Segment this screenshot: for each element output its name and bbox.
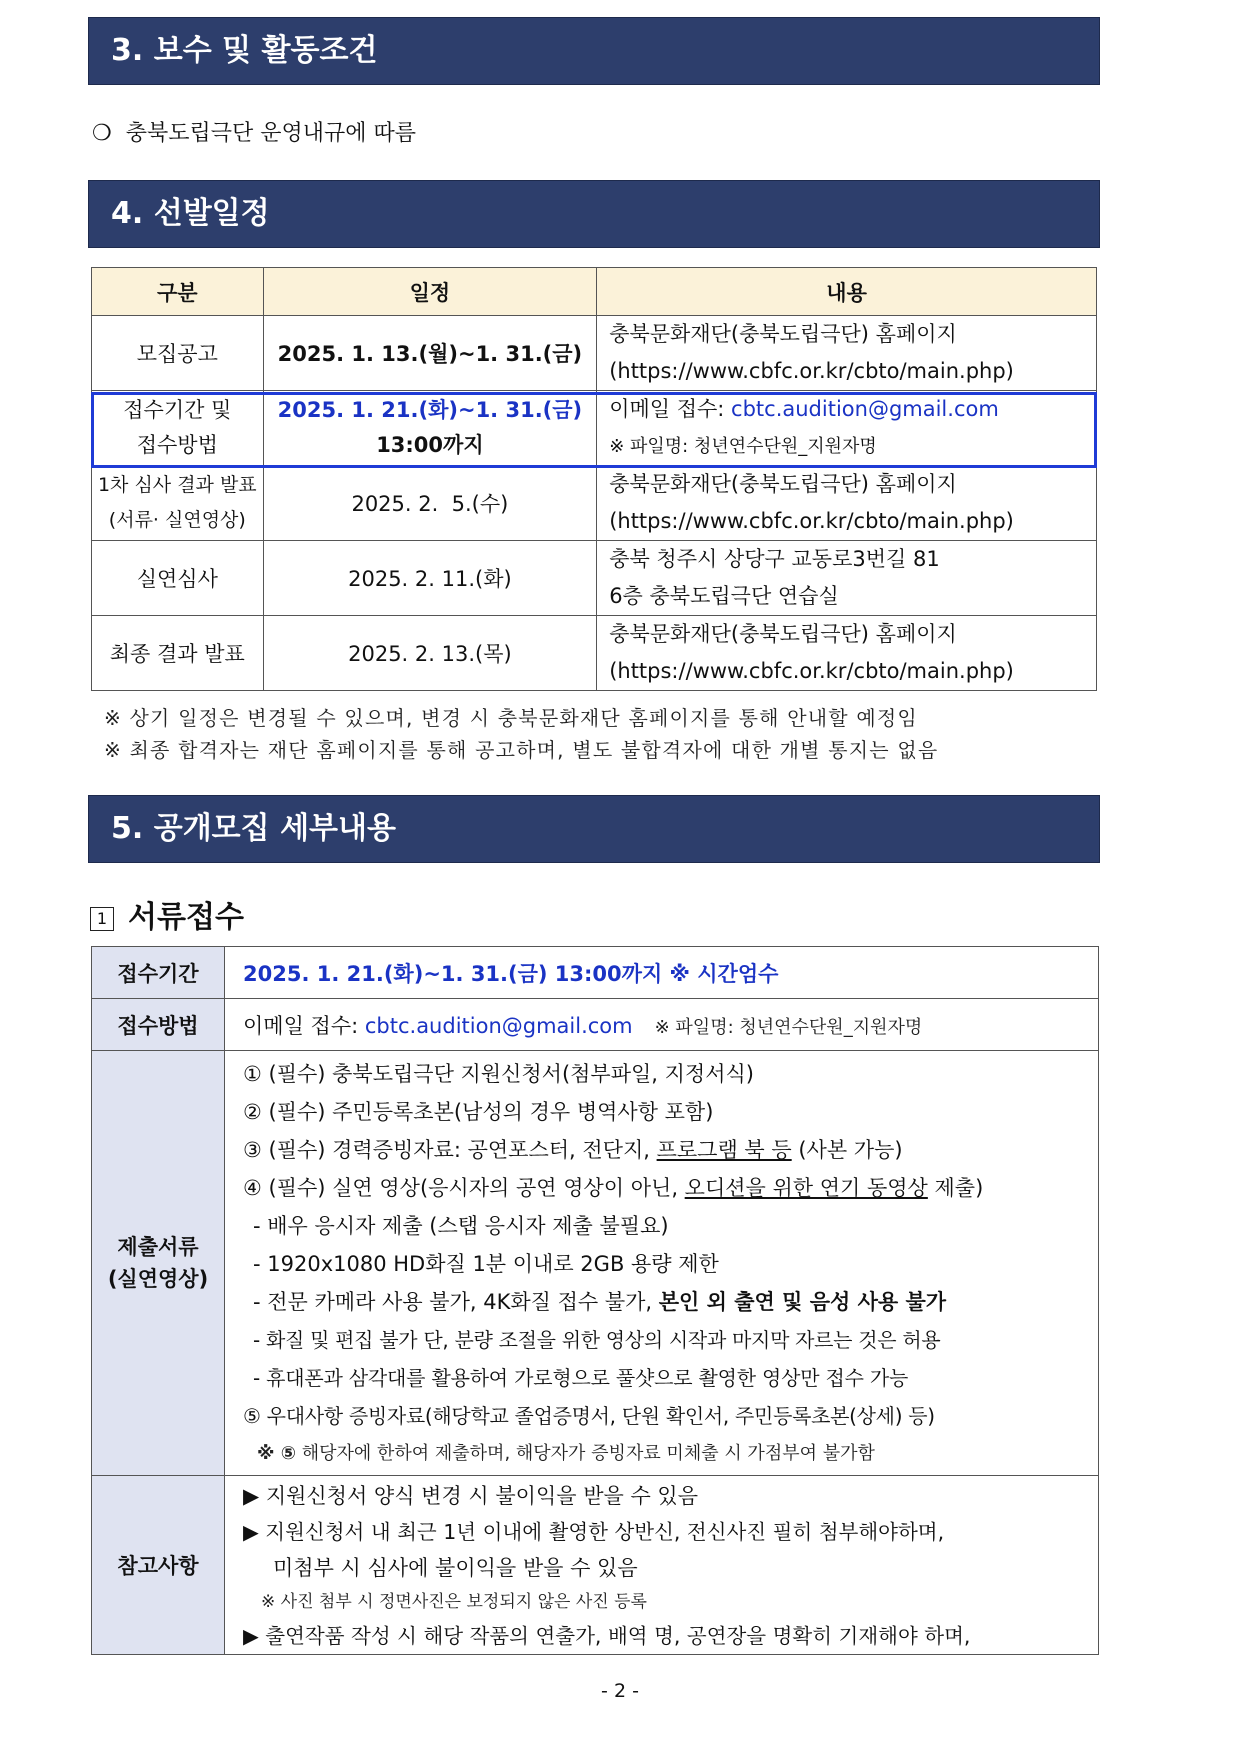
list-item	[243, 1131, 1097, 1169]
subsection-title-text: 서류접수	[128, 900, 244, 935]
list-item-bold: ※ ⑤	[257, 1443, 297, 1464]
row-date-line: 2025. 1. 21.(화)~1. 31.(금)	[277, 398, 583, 422]
section-3-body: 충북도립극단 운영내규에 따름	[125, 121, 416, 146]
list-item: 미첨부 시 심사에 불이익을 받을 수 있음	[273, 1556, 638, 1580]
list-item: ※ 사진 첨부 시 정면사진은 보정되지 않은 사진 등록	[261, 1592, 647, 1612]
list-item-text: ④ (필수) 실연 영상(응시자의 공연 영상이 아닌,	[243, 1176, 685, 1200]
list-item	[243, 1169, 1097, 1207]
number-box-icon: 1	[90, 907, 114, 931]
row-category-line: 접수방법	[136, 433, 218, 457]
circle-bullet-icon: ❍	[92, 121, 112, 146]
docs-label	[92, 1051, 225, 1476]
row-category	[92, 466, 264, 541]
list-item-text: 해당자에 한하여 제출하며, 해당자가 증빙자료 미체출 시 가점부여 불가함	[296, 1443, 875, 1464]
filename-note: ※ 파일명: 청년연수단원_지원자명	[654, 1016, 923, 1038]
detail-row-method	[92, 999, 1099, 1051]
list-item: ▶ 출연작품 작성 시 해당 작품의 연출가, 배역 명, 공연장을 명확히 기재해야 하며,	[243, 1624, 971, 1648]
list-item-bold: 본인 외 출연 및 음성 사용 불가	[658, 1290, 947, 1314]
row-category-line: 접수기간 및	[123, 398, 232, 422]
col-header-content: 내용	[597, 268, 1097, 316]
row-date-time: 13:00까지	[376, 433, 484, 457]
section-3-header: 3. 보수 및 활동조건	[88, 17, 1100, 85]
schedule-header-row	[92, 268, 1097, 316]
docs-label-line: 제출서류	[117, 1235, 199, 1259]
list-item-text: ③ (필수) 경력증빙자료: 공연포스터, 전단지,	[243, 1138, 657, 1162]
list-item-text: 제출)	[927, 1176, 984, 1200]
refs-list	[225, 1476, 1099, 1655]
list-item: ② (필수) 주민등록초본(남성의 경우 병역사항 포함)	[243, 1100, 714, 1124]
detail-row-docs	[92, 1051, 1099, 1476]
row-date: 2025. 2. 13.(목)	[263, 616, 597, 691]
period-value: 2025. 1. 21.(화)~1. 31.(금) 13:00까지 ※ 시간엄수	[225, 947, 1099, 999]
row-content-line: 충북문화재단(충북도립극단) 홈페이지	[609, 322, 957, 346]
col-header-date: 일정	[263, 268, 597, 316]
section-3-text	[92, 116, 416, 147]
row-category: 최종 결과 발표	[92, 616, 264, 691]
email-address[interactable]: cbtc.audition@gmail.com	[731, 397, 999, 421]
list-item: - 화질 및 편집 불가 단, 분량 조절을 위한 영상의 시작과 마지막 자르는 것은 허용	[253, 1328, 941, 1352]
row-content	[597, 541, 1097, 616]
list-item: - 1920x1080 HD화질 1분 이내로 2GB 용량 제한	[253, 1252, 719, 1276]
list-item-underlined: 오디션을 위한 연기 동영상	[684, 1176, 928, 1200]
row-content-line: 충북문화재단(충북도립극단) 홈페이지	[609, 472, 957, 496]
schedule-note: ※ 상기 일정은 변경될 수 있으며, 변경 시 충북문화재단 홈페이지를 통해 안내할 예정임	[104, 706, 918, 730]
docs-list	[225, 1051, 1099, 1476]
detail-row-refs	[92, 1476, 1099, 1655]
method-label: 접수방법	[92, 999, 225, 1051]
detail-table	[91, 946, 1099, 1655]
row-date: 2025. 1. 13.(월)~1. 31.(금)	[263, 316, 597, 391]
filename-note: ※ 파일명: 청년연수단원_지원자명	[609, 436, 877, 457]
subsection-title	[90, 892, 244, 936]
row-content-line: 충북문화재단(충북도립극단) 홈페이지	[609, 622, 957, 646]
row-category	[92, 391, 264, 466]
method-text: 이메일 접수:	[243, 1013, 365, 1038]
row-date	[263, 391, 597, 466]
col-header-category: 구분	[92, 268, 264, 316]
refs-label: 참고사항	[92, 1476, 225, 1655]
row-date: 2025. 2. 5.(수)	[263, 466, 597, 541]
row-date: 2025. 2. 11.(화)	[263, 541, 597, 616]
row-category-line: (서류· 실연영상)	[108, 509, 246, 531]
email-label: 이메일 접수:	[609, 397, 732, 421]
schedule-table	[91, 267, 1097, 691]
row-content	[597, 616, 1097, 691]
detail-row-period	[92, 947, 1099, 999]
page-number: - 2 -	[601, 1680, 639, 1702]
section-4-header: 4. 선발일정	[88, 180, 1100, 248]
section-5-header: 5. 공개모집 세부내용	[88, 795, 1100, 863]
row-content-line: 충북 청주시 상당구 교동로3번길 81	[609, 547, 940, 571]
table-row	[92, 541, 1097, 616]
table-row-highlighted	[92, 391, 1097, 466]
list-item	[243, 1435, 1097, 1473]
list-item	[243, 1283, 1097, 1321]
docs-label-line: (실연영상)	[107, 1267, 209, 1291]
schedule-note: ※ 최종 합격자는 재단 홈페이지를 통해 공고하며, 별도 불합격자에 대한 개별 통지는 없음	[104, 738, 939, 762]
row-content-email	[609, 391, 1096, 428]
row-content-url: (https://www.cbfc.or.kr/cbto/main.php)	[609, 509, 1014, 533]
row-category: 모집공고	[92, 316, 264, 391]
list-item: - 배우 응시자 제출 (스탭 응시자 제출 불필요)	[253, 1214, 669, 1238]
email-address[interactable]: cbtc.audition@gmail.com	[364, 1013, 633, 1038]
list-item-underlined: 프로그램 북 등	[656, 1138, 792, 1162]
list-item-text: - 전문 카메라 사용 불가, 4K화질 접수 불가,	[253, 1290, 659, 1314]
table-row	[92, 466, 1097, 541]
list-item: ⑤ 우대사항 증빙자료(해당학교 졸업증명서, 단원 확인서, 주민등록초본(상세) 등)	[243, 1404, 935, 1428]
method-value	[225, 999, 1099, 1051]
period-label: 접수기간	[92, 947, 225, 999]
row-content-url: (https://www.cbfc.or.kr/cbto/main.php)	[609, 659, 1014, 683]
row-content	[597, 466, 1097, 541]
list-item: ▶ 지원신청서 내 최근 1년 이내에 촬영한 상반신, 전신사진 필히 첨부해야하며,	[243, 1520, 945, 1544]
row-category-line: 1차 심사 결과 발표	[97, 474, 257, 496]
list-item: ① (필수) 충북도립극단 지원신청서(첨부파일, 지정서식)	[243, 1062, 754, 1086]
row-content-line: 6층 충북도립극단 연습실	[609, 584, 839, 608]
list-item-text: (사본 가능)	[791, 1138, 903, 1162]
row-content-url: (https://www.cbfc.or.kr/cbto/main.php)	[609, 359, 1014, 383]
list-item: - 휴대폰과 삼각대를 활용하여 가로형으로 풀샷으로 촬영한 영상만 접수 가능	[253, 1366, 909, 1390]
table-row	[92, 316, 1097, 391]
row-content	[597, 316, 1097, 391]
row-content	[597, 391, 1097, 466]
list-item: ▶ 지원신청서 양식 변경 시 불이익을 받을 수 있음	[243, 1484, 698, 1508]
table-row	[92, 616, 1097, 691]
row-category: 실연심사	[92, 541, 264, 616]
